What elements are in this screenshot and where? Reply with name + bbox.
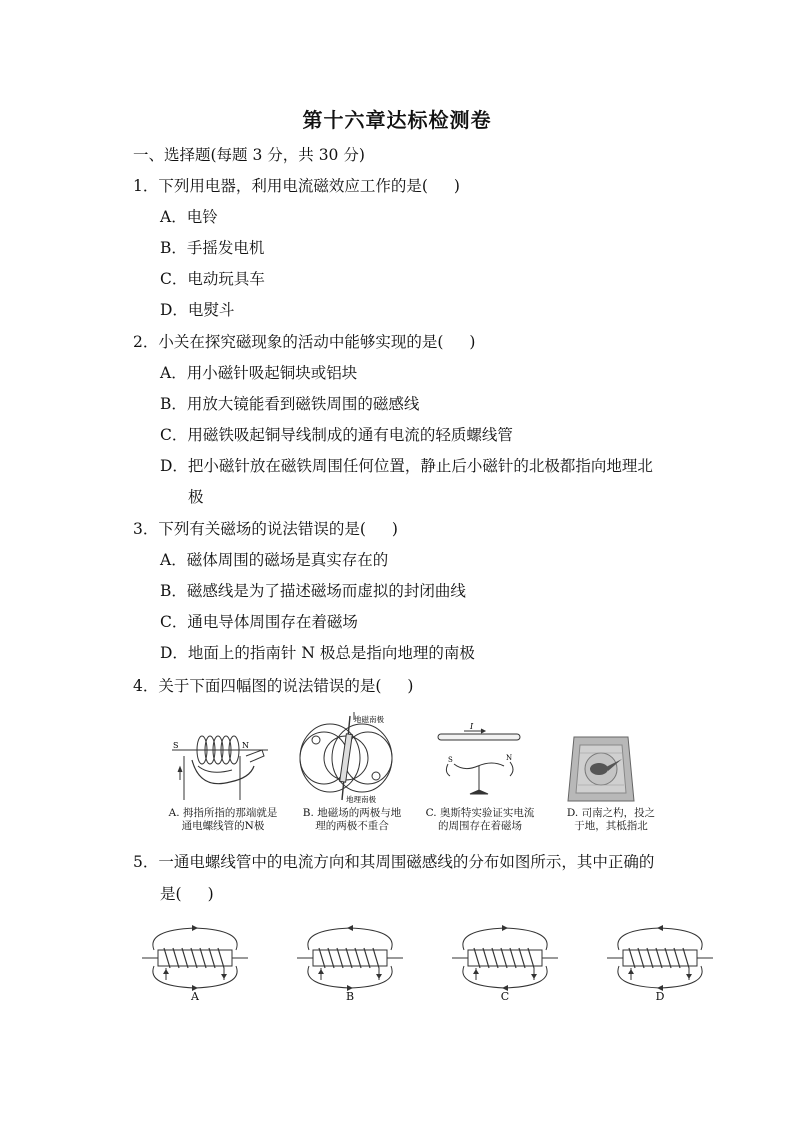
option-3d: D．地面上的指南针 N 极总是指向地理的南极 xyxy=(160,644,475,662)
option-3a: A．磁体周围的磁场是真实存在的 xyxy=(160,551,389,569)
figure-c-oersted xyxy=(434,722,526,802)
question-4 xyxy=(133,676,413,696)
solenoid-a xyxy=(142,925,248,991)
question-5-continued xyxy=(160,884,214,904)
question-1 xyxy=(133,176,460,196)
label-current-i: I xyxy=(470,722,474,731)
caption-line: C. 奥斯特实验证实电流 xyxy=(425,807,535,819)
caption-line: 理的两极不重合 xyxy=(315,820,389,832)
caption-line: A. 拇指所指的那端就是 xyxy=(168,807,278,819)
figure-a-solenoid-hand xyxy=(170,720,270,806)
label-geomagnetic-south: 地磁南极 xyxy=(354,715,384,724)
q5-figures xyxy=(140,914,720,1010)
close-paren: ) xyxy=(469,333,476,351)
close-paren: ) xyxy=(207,885,214,903)
option-1a: A．电铃 xyxy=(160,208,218,226)
figure-d-sinan-compass xyxy=(566,733,636,805)
figure-c-caption xyxy=(418,807,542,833)
option-1d: D．电熨斗 xyxy=(160,301,235,319)
question-3 xyxy=(133,519,398,539)
option-2c: C．用磁铁吸起铜导线制成的通有电流的轻质螺线管 xyxy=(160,426,513,444)
section-heading: 一、选择题(每题 3 分，共 30 分) xyxy=(133,146,365,164)
figure-label-a: A xyxy=(191,990,199,1003)
option-1c: C．电动玩具车 xyxy=(160,270,265,288)
label-geographic-south: 地理南极 xyxy=(346,795,376,804)
label-n: N xyxy=(506,754,513,762)
option-2d-continued: 极 xyxy=(188,488,204,506)
label-s: S xyxy=(448,756,453,764)
option-3c: C．通电导体周围存在着磁场 xyxy=(160,613,358,631)
label-n: N xyxy=(242,741,249,750)
caption-line: 于地，其柢指北 xyxy=(574,820,648,832)
question-stem: 是( xyxy=(160,885,182,903)
solenoid-c xyxy=(452,925,558,991)
option-3b: B．磁感线是为了描述磁场而虚拟的封闭曲线 xyxy=(160,582,466,600)
figure-d-caption xyxy=(556,807,666,833)
caption-line: 的周围存在着磁场 xyxy=(438,820,522,832)
option-2a: A．用小磁针吸起铜块或铝块 xyxy=(160,364,358,382)
option-1b: B．手摇发电机 xyxy=(160,239,265,257)
option-2b: B．用放大镜能看到磁铁周围的磁感线 xyxy=(160,395,420,413)
close-paren: ) xyxy=(407,677,414,695)
figure-label-c: C xyxy=(500,990,510,1003)
label-s: S xyxy=(173,741,179,750)
solenoid-d xyxy=(607,925,713,991)
figure-label-d: D xyxy=(655,990,665,1003)
caption-line: D. 司南之杓，投之 xyxy=(566,807,656,819)
question-stem: 3．下列有关磁场的说法错误的是( xyxy=(133,520,366,538)
close-paren: ) xyxy=(453,177,460,195)
figure-a-caption xyxy=(158,807,288,833)
figure-label-b: B xyxy=(345,990,355,1003)
question-5: 5．一通电螺线管中的电流方向和其周围磁感线的分布如图所示，其中正确的 xyxy=(133,853,655,871)
caption-line: 通电螺线管的N极 xyxy=(181,820,265,832)
question-stem: 2．小关在探究磁现象的活动中能够实现的是( xyxy=(133,333,444,351)
caption-line: B. 地磁场的两极与地 xyxy=(302,807,402,819)
page-title: 第十六章达标检测卷 xyxy=(302,108,492,132)
question-stem: 4．关于下面四幅图的说法错误的是( xyxy=(133,677,382,695)
solenoid-b xyxy=(297,925,403,991)
question-2 xyxy=(133,332,475,352)
question-stem: 1．下列用电器，利用电流磁效应工作的是( xyxy=(133,177,428,195)
figure-b-caption xyxy=(294,807,410,833)
close-paren: ) xyxy=(391,520,398,538)
figure-b-earth-field xyxy=(296,710,406,806)
option-2d: D．把小磁针放在磁铁周围任何位置，静止后小磁针的北极都指向地理北 xyxy=(160,457,653,475)
